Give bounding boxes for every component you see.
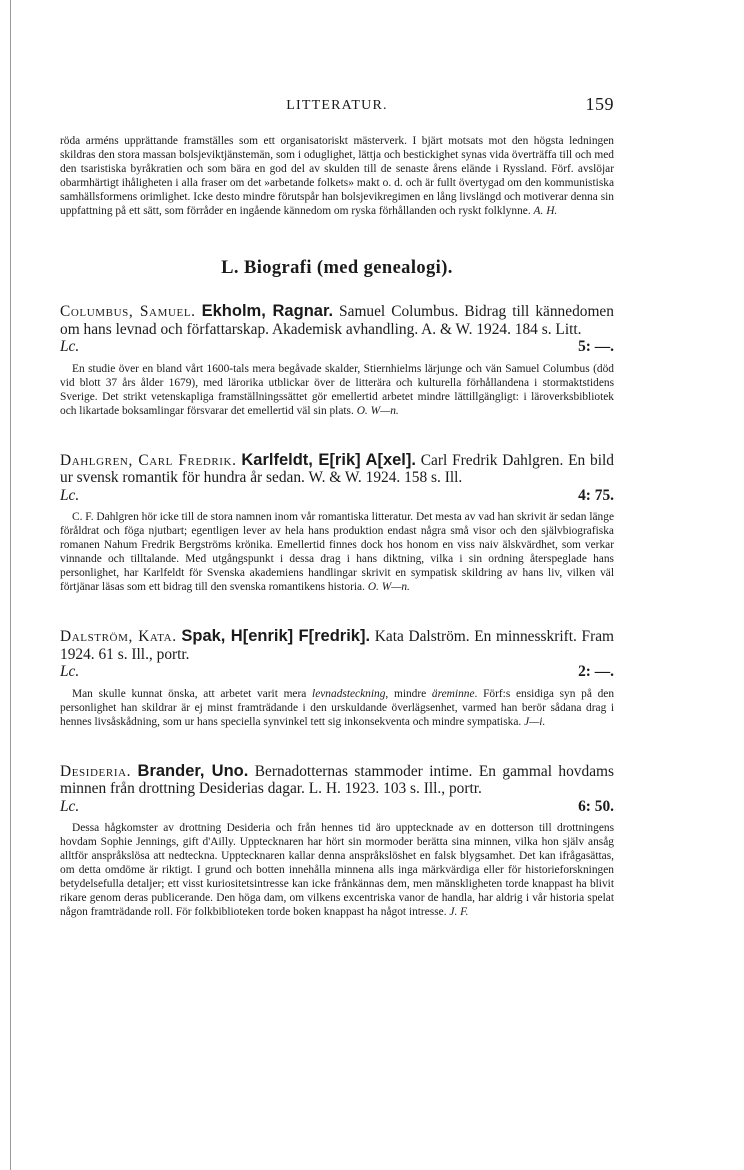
entry-subject: Desideria. [60, 762, 132, 780]
review-text-end: . Förf:s ensidiga syn på den personlighet han skildrar är ej minst framträdande i den urskuldande överlägsenhet, varmed han berör sådana drag i hennes livsåskådning, som ur hans speciella synvinkel tett sig inkonsekventa och mindre sympatiska. [60, 687, 615, 728]
entry-lc: Lc. [60, 486, 80, 504]
entry-description: Samuel Columbus. Bidrag till kännedomen om hans levnad och författarskap. Akademisk avhandling. A. & W. 1924. 184 s. Litt. [60, 303, 614, 338]
entry-heading [60, 303, 614, 356]
entry-author: Spak, H[enrik] F[redrik]. [181, 627, 371, 645]
page-number: 159 [585, 94, 614, 114]
page-header [60, 90, 614, 116]
entry-author: Ekholm, Ragnar. [201, 302, 334, 320]
review-text-middle: , mindre [385, 687, 432, 700]
intro-paragraph [60, 134, 614, 218]
page [60, 90, 614, 919]
review-text: En studie över en bland vårt 1600-tals mera begåvade skalder, Stiernhielms lärjunge och vän Samuel Columbus (död vid blott 37 års ålder 1679), med lärorika utblickar över de litterära och kulturella förhållandena i stormaktstidens Sverige. Det strikt vetenskapliga framställningssättet gör emellertid arbetet mindre lättillgängligt: i läroverksbibliotek och likartade boksamlingar försvarar det emellertid väl sin plats. [60, 362, 614, 417]
entry-lc: Lc. [60, 338, 80, 355]
bibliography-entry [60, 452, 614, 595]
review-signature: J—i. [524, 715, 546, 728]
bibliography-entry [60, 763, 614, 920]
entry-price-line [60, 798, 614, 816]
entry-price-line [60, 663, 614, 681]
review-emphasis-1: levnadsteckning [312, 687, 386, 700]
bibliography-entry [60, 628, 614, 729]
intro-signature: A. H. [533, 205, 558, 217]
entry-subject: Columbus, Samuel. [60, 303, 196, 320]
review-text: Dessa hågkomster av drottning Desideria och från hennes tid äro upptecknade av en dotterson till drottningens hovdam Sophie Jennings, gift d'Ailly. Upptecknaren har hört sin mormoder berätta sina minnen, vilka hon själv ansåg alltför anspråkslösa att nedteckna. Upptecknaren kallar denna anspråkslöshet en falsk blygsamhet. Det kan ifrågasättas, om detta omdöme är riktigt. I grund och botten innehålla minnena alls inga märkvärdiga eller för historieforskningen betydelsefulla detaljer; ett visst kuriositetsintresse kan icke frånkännas dem, men mänskligheten torde knappast ha blivit rikare genom deras publicerande. Den höga dam, om vilkens excentriska vanor de handla, har aldrig i vår historia spelat någon framträdande roll. För folkbiblioteken torde boken knappast ha något intresse. [60, 822, 614, 918]
entry-subject: Dalström, Kata. [60, 628, 177, 645]
review-emphasis-2: äreminne [431, 687, 475, 700]
entry-author: Karlfeldt, E[rik] A[xel]. [241, 450, 416, 469]
intro-text: röda arméns upprättande framställes som ett organisatoriskt mästerverk. I bjärt motsats mot den högsta ledningen skildras den stora massan bolsjeviktjänstemän, som i oduglighet, lättja och bestickighet synas vida överträffa till och med den tsaristiska byråkratien och som bära en god del av skulden till de senaste årens elände i Ryssland. Förf. avslöjar obarmhärtigt ihåligheten i alla fraser om det »arbetande folkets» makt o. d. och är fullt övertygad om den kommunistiska samhällsformens orimlighet. Icke desto mindre förutspår han bolsjevikregimen en lång livslängd och motiverar denna sin uppfattning på ett sätt, som förråder en ingående kännedom om ryska förhållanden och ryskt folklynne. [60, 135, 614, 217]
review-text-start: Man skulle kunnat önska, att arbetet varit mera [72, 687, 313, 700]
entry-price-line [60, 338, 614, 356]
entry-heading [60, 763, 614, 816]
entry-subject: Dahlgren, Carl Fredrik. [60, 451, 237, 469]
entry-description: Kata Dalström. En minnesskrift. Fram 1924. 61 s. Ill., portr. [60, 628, 615, 663]
entry-heading [60, 628, 614, 681]
entry-price: 5: —. [578, 338, 614, 355]
entry-description: Bernadotternas stammoder intime. En gammal hovdams minnen från drottning Desiderias dagar. L. H. 1923. 103 s. Ill., portr. [60, 762, 614, 797]
entry-price: 2: —. [578, 663, 614, 680]
review-signature: O. W—n. [367, 581, 410, 593]
entry-review [60, 687, 614, 729]
review-text: C. F. Dahlgren hör icke till de stora namnen inom vår romantiska litteratur. Det mesta av vad han skrivit är sedan länge föråldrat och föga njutbart; egentligen lever av hela hans produktion endast några små visor och den självbiografiska romanen Nahum Fredrik Bergströms krönika. Emellertid finnes dock hos honom en viss naiv älskvärdhet, som verkar vinnande och tilltalande. Med utgångspunkt i dessa drag i hans diktning, vilka i sin ordning återspeglade hans personlighet, har Karlfeldt för Svenska akademiens handlingar skrivit en sympatisk skildring av hans liv, vilken väl förtjänar läsas som ett bidrag till den svenska romantikens historia. [60, 511, 614, 593]
review-signature: O. W—n. [356, 404, 399, 417]
entry-description: Carl Fredrik Dahlgren. En bild ur svensk romantik för hundra år sedan. W. & W. 1924. 158 s. Ill. [60, 451, 614, 486]
entry-review [60, 510, 614, 594]
entry-lc: Lc. [60, 797, 80, 815]
entry-price: 6: 50. [578, 797, 614, 815]
running-title: LITTERATUR. [286, 98, 388, 113]
entry-author: Brander, Uno. [137, 761, 249, 780]
entry-review [60, 821, 614, 919]
scan-edge-line [10, 0, 11, 1170]
entry-price-line [60, 487, 614, 505]
entry-price: 4: 75. [578, 486, 614, 504]
review-signature: J. F. [449, 906, 469, 918]
bibliography-entry [60, 303, 614, 418]
entry-lc: Lc. [60, 663, 80, 680]
section-title: L. Biografi (med genealogi). [221, 258, 453, 278]
entry-review [60, 362, 614, 418]
entry-heading [60, 452, 614, 505]
